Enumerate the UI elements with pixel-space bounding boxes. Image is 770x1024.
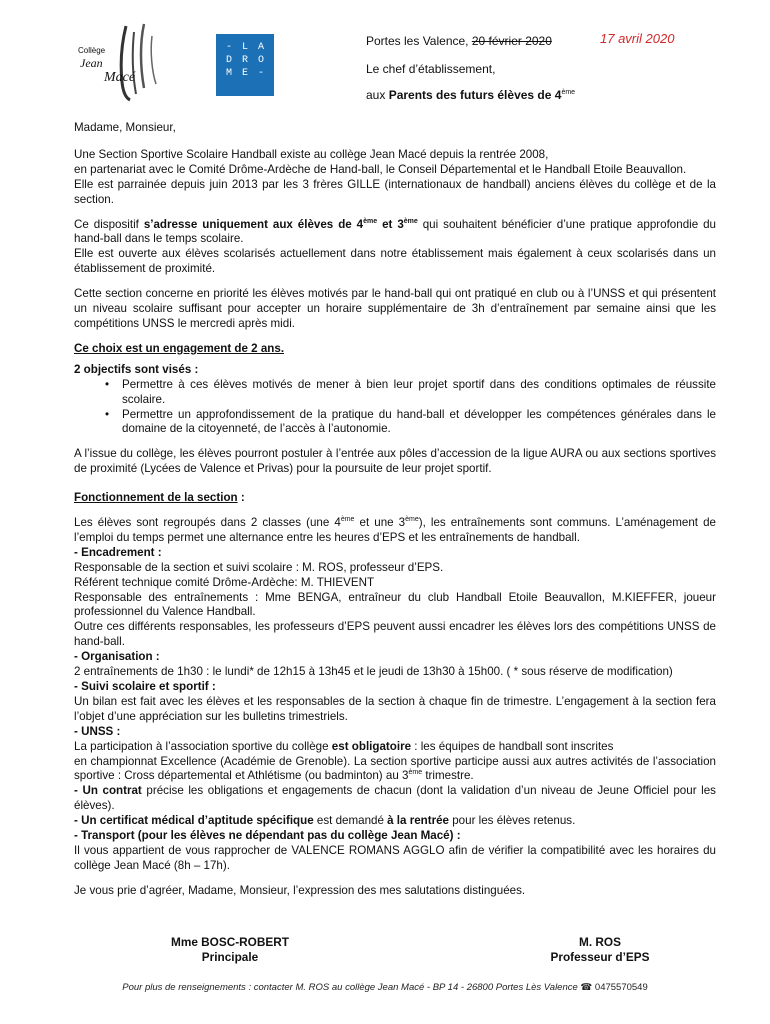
footer — [0, 982, 770, 993]
dispositif-sup1: ème — [363, 217, 378, 225]
salutation: Madame, Monsieur, — [74, 121, 176, 134]
certif-bold: - Un certificat médical d’aptitude spécifique — [74, 814, 314, 828]
drome-logo-line2: D R O — [226, 55, 267, 66]
transport-title: - Transport (pour les élèves ne dépendant pas du collège Jean Macé) : — [74, 829, 461, 843]
certif-text1: est demandé — [313, 814, 388, 828]
signature-right — [520, 935, 680, 965]
list-item — [74, 378, 716, 408]
bullet-icon: • — [105, 377, 110, 391]
closing: Je vous prie d’agréer, Madame, Monsieur, l’expression des mes salutations distinguées. — [74, 883, 526, 897]
phone-icon: ☎ — [580, 982, 593, 993]
signature-left — [150, 935, 310, 965]
priority-paragraph: Cette section concerne en priorité les élèves motivés par le hand-ball qui ont pratiqué en club ou à l’UNSS et qui présentent un niveau scolaire suffisant pour accepter un horaire supplémentaire de 3h d’entraînement par semaine ainsi que les compétitions UNSS le mercredi après midi. — [74, 287, 716, 330]
certif-bold2: à la rentrée — [387, 814, 450, 828]
drome-logo — [216, 34, 274, 96]
dispositif-pre: Ce dispositif — [74, 217, 144, 231]
organisation-title: - Organisation : — [74, 650, 160, 664]
f-p1sup2: ème — [405, 516, 419, 524]
transport-1: Il vous appartient de vous rapprocher de VALENCE ROMANS AGGLO afin de vérifier la compatibilité avec les horaires du collège Jean Macé (8h – 17h). — [74, 843, 716, 872]
intro-p2: en partenariat avec le Comité Drôme-Ardèche de Hand-ball, le Conseil Départemental et le Handball Etoile Beauvallon. — [74, 162, 687, 176]
unss-title: - UNSS : — [74, 724, 121, 738]
signature-left-name: Mme BOSC-ROBERT — [171, 935, 289, 949]
unss-2a: en championnat Excellence (Académie de Grenoble). La section sportive participe aussi aux autres activités de l’association sportive : Cross départemental et Athlétisme (ou badminton) au 3 — [74, 754, 716, 783]
signature-left-role: Principale — [201, 950, 259, 964]
header-from: Le chef d’établissement, — [366, 62, 496, 76]
drome-logo-line3: M E - — [226, 68, 267, 79]
f-p1b: et une 3 — [354, 516, 406, 530]
fonctionnement-p1 — [74, 516, 716, 546]
objectifs-title: 2 objectifs sont visés : — [74, 362, 199, 376]
intro-p3: Elle est parrainée depuis juin 2013 par les 3 frères GILLE (internationaux de handball) anciens élèves du collège et de la section. — [74, 177, 716, 206]
encadrement-title: - Encadrement : — [74, 545, 162, 559]
unss-1a: La participation à l’association sportive du collège — [74, 739, 332, 753]
certif-text2: pour les élèves retenus. — [449, 814, 576, 828]
dispositif-post: qui souhaitent bénéficier d’une pratique approfondie du hand-ball dans le temps scolaire. — [74, 217, 716, 246]
encadrement-3: Responsable des entraînements : Mme BENGA, entraîneur du club Handball Etoile Beauvallon, M.KIEFFER, joueur professionnel du Valence Handball. — [74, 590, 716, 619]
bullet-icon: • — [105, 407, 110, 421]
unss-2 — [74, 755, 716, 785]
list-item — [74, 408, 716, 438]
encadrement-1: Responsable de la section et suivi scolaire : M. ROS, professeur d’EPS. — [74, 560, 444, 574]
engagement-heading: Ce choix est un engagement de 2 ans. — [74, 341, 285, 355]
unss-2sup: ème — [408, 769, 423, 777]
letter-body — [74, 121, 716, 899]
issue-paragraph: A l’issue du collège, les élèves pourront postuler à l’entrée aux pôles d’accession de la ligue AURA ou aux sections sportives de proximité (Lycées de Valence et Privas) pour la poursuite de leur projet sportif. — [74, 447, 716, 476]
fonctionnement-heading — [74, 491, 716, 506]
fonctionnement-title: Fonctionnement de la section — [74, 491, 238, 505]
college-logo-line3: Macé — [104, 70, 136, 85]
unss-2b: trimestre. — [422, 769, 474, 783]
contrat-text: précise les obligations et engagements de chacun (dont la validation d’un niveau de Jeune Officiel pour les élèves). — [74, 784, 716, 813]
intro-p1: Une Section Sportive Scolaire Handball existe au collège Jean Macé depuis la rentrée 2008, — [74, 147, 549, 161]
unss-1c: : les équipes de handball sont inscrites — [411, 739, 614, 753]
header-date-new: 17 avril 2020 — [600, 31, 675, 46]
signature-right-name: M. ROS — [579, 935, 621, 949]
certificat-line — [74, 814, 716, 829]
dispositif-bold1: s’adresse uniquement aux élèves de 4 — [143, 217, 364, 231]
footer-phone: 0475570549 — [592, 982, 648, 993]
footer-text: Pour plus de renseignements : contacter M. ROS au collège Jean Macé - BP 14 - 26800 Portes Lès Valence — [122, 982, 581, 993]
objectifs-list — [74, 378, 716, 438]
contrat-bold: - Un contrat — [74, 784, 142, 798]
organisation-1: 2 entraînements de 1h30 : le lundi* de 12h15 à 13h45 et le jeudi de 13h30 à 15h00. ( * sous réserve de modification) — [74, 665, 673, 679]
header-to-prefix: aux — [366, 88, 389, 102]
college-logo-line1: Collège — [78, 46, 106, 55]
f-p1c: ), les entraînements sont communs. L’aménagement de l’emploi du temps permet une alternance entre les heures d’EPS et les entraînements de handball. — [74, 516, 716, 544]
contrat-line — [74, 784, 716, 814]
f-p1a: Les élèves sont regroupés dans 2 classes (une 4 — [74, 516, 341, 530]
header-date-line — [366, 34, 552, 48]
dispositif-p1 — [74, 218, 716, 248]
header-to-bold: Parents des futurs élèves de 4 — [388, 88, 562, 102]
objectif-text: Permettre à ces élèves motivés de mener à bien leur projet sportif dans des conditions optimales de réussite scolaire. — [122, 377, 716, 406]
f-p1sup1: ème — [340, 516, 355, 524]
dispositif-bold2: et 3 — [377, 217, 404, 231]
header-to — [366, 88, 575, 102]
signature-right-role: Professeur d’EPS — [550, 950, 650, 964]
college-logo — [74, 22, 164, 104]
fonctionnement-colon: : — [237, 491, 245, 505]
drome-logo-line1: - L A — [226, 42, 267, 53]
header-place: Portes les Valence, — [366, 34, 472, 48]
suivi-title: - Suivi scolaire et sportif : — [74, 680, 216, 693]
suivi-1: Un bilan est fait avec les élèves et les responsables de la section à chaque fin de trimestre. L’engagement à la section fera l’objet d’une appréciation sur les bulletins trimestriels. — [74, 694, 716, 723]
dispositif-p2: Elle est ouverte aux élèves scolarisés actuellement dans notre établissement mais également à ceux scolarisés dans un établissement de proximité. — [74, 247, 716, 276]
header-to-sup: ème — [561, 89, 576, 96]
objectif-text: Permettre un approfondissement de la pratique du hand-ball et développer les compétences générales dans le domaine de la citoyenneté, de l’accès à l’autonomie. — [122, 407, 716, 436]
dispositif-sup2: ème — [403, 217, 418, 225]
encadrement-4: Outre ces différents responsables, les professeurs d’EPS peuvent aussi encadrer les élèves lors des compétitions UNSS de hand-ball. — [74, 620, 716, 649]
encadrement-2: Référent technique comité Drôme-Ardèche: M. THIEVENT — [74, 575, 375, 589]
unss-1b: est obligatoire — [331, 739, 412, 753]
unss-1 — [74, 740, 716, 755]
header-date-struck: 20 février 2020 — [471, 34, 552, 48]
college-logo-line2: Jean — [80, 56, 103, 70]
